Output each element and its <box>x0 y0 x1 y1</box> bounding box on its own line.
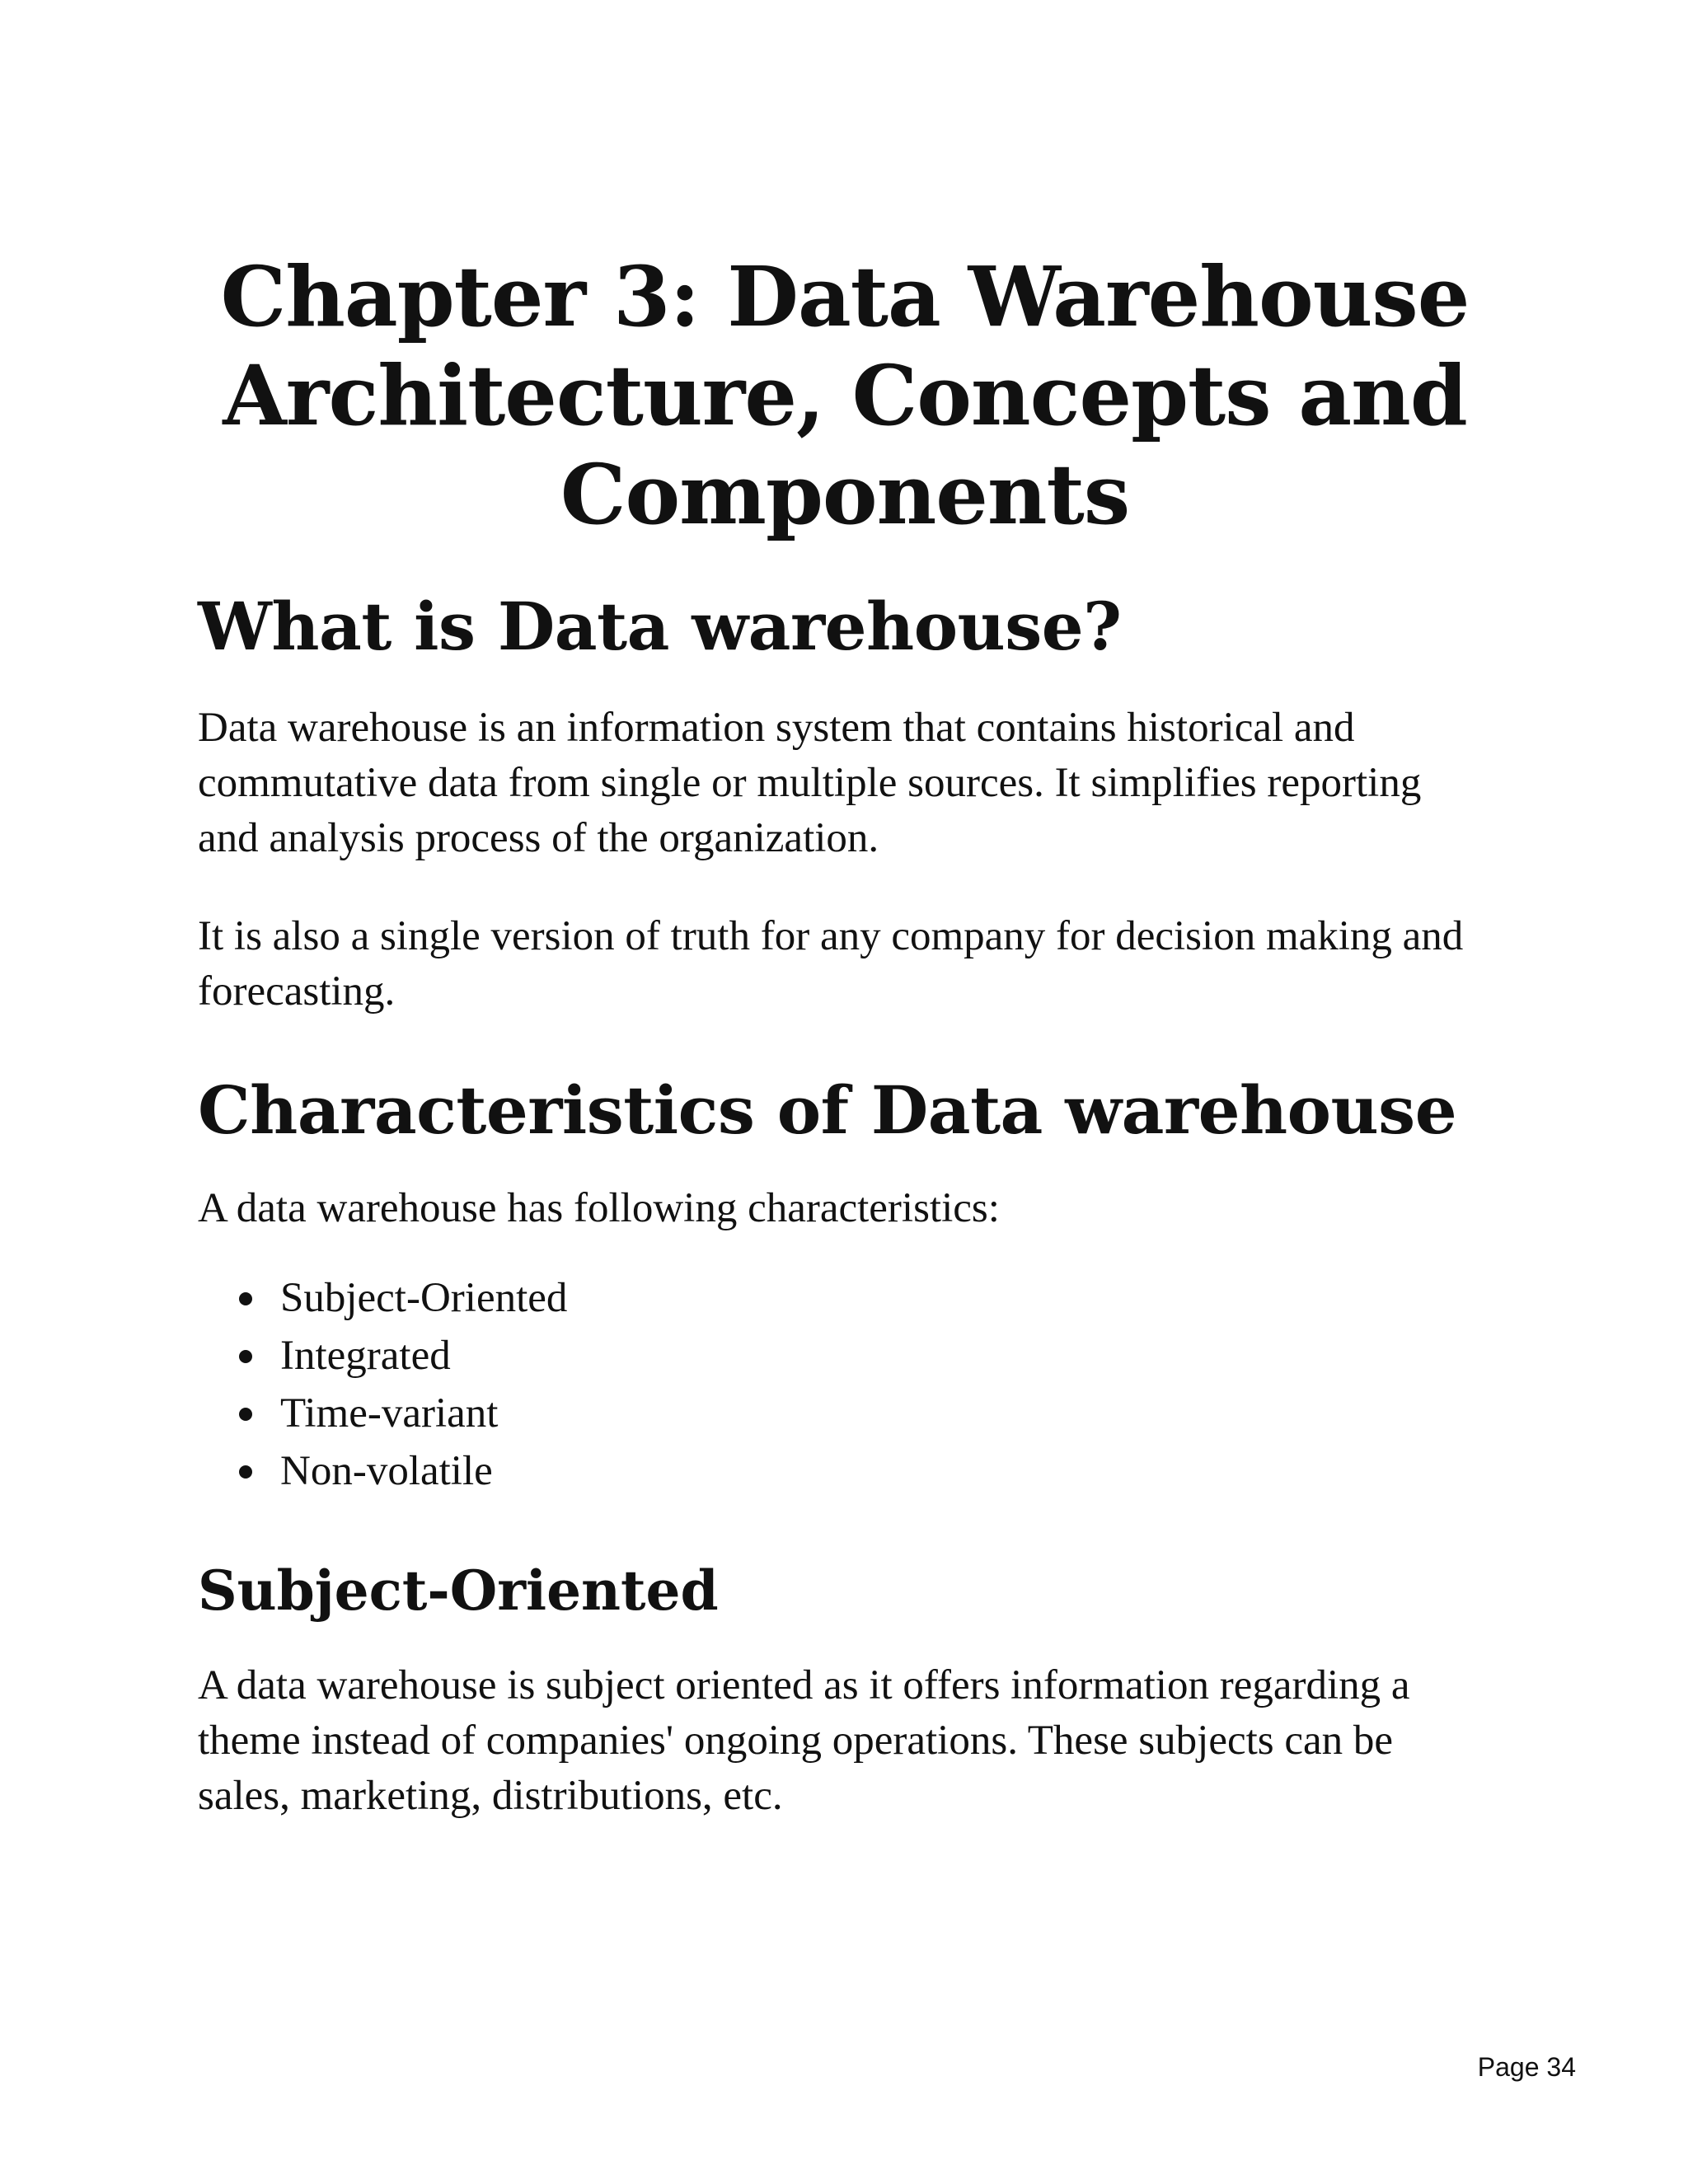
list-item <box>280 1385 1492 1442</box>
chapter-title: Chapter 3: Data Warehouse Architecture, Concepts and Components <box>220 248 1470 543</box>
bullet-icon <box>239 1465 252 1479</box>
paragraph-subject-oriented: A data warehouse is subject oriented as it offers information regarding a theme instead of companies' ongoing operations. These subjects can be sales, marketing, distributions, etc. <box>198 1662 1410 1819</box>
bullet-icon <box>239 1408 252 1421</box>
list-item-label: Time-variant <box>280 1390 499 1436</box>
list-item <box>280 1327 1492 1385</box>
paragraph-single-version-of-truth: It is also a single version of truth for any company for decision making and forecasting. <box>198 913 1464 1015</box>
list-item-label: Integrated <box>280 1333 451 1379</box>
list-item-label: Non-volatile <box>280 1448 493 1494</box>
list-item <box>280 1442 1492 1500</box>
characteristics-list <box>198 1269 1492 1500</box>
page-content <box>198 247 1492 1824</box>
heading-what-is-data-warehouse: What is Data warehouse? <box>198 588 1122 665</box>
bullet-icon <box>239 1350 252 1363</box>
list-item-label: Subject-Oriented <box>280 1275 568 1321</box>
page-number: Page 34 <box>1477 2052 1576 2082</box>
heading-subject-oriented: Subject-Oriented <box>198 1558 719 1623</box>
paragraph-definition: Data warehouse is an information system that contains historical and commutative data from single or multiple sources. It simplifies reporting and analysis process of the organization. <box>198 705 1422 861</box>
paragraph-characteristics-intro: A data warehouse has following characteristics: <box>198 1185 1000 1231</box>
bullet-icon <box>239 1292 252 1305</box>
list-item <box>280 1269 1492 1327</box>
heading-characteristics: Characteristics of Data warehouse <box>198 1071 1457 1149</box>
